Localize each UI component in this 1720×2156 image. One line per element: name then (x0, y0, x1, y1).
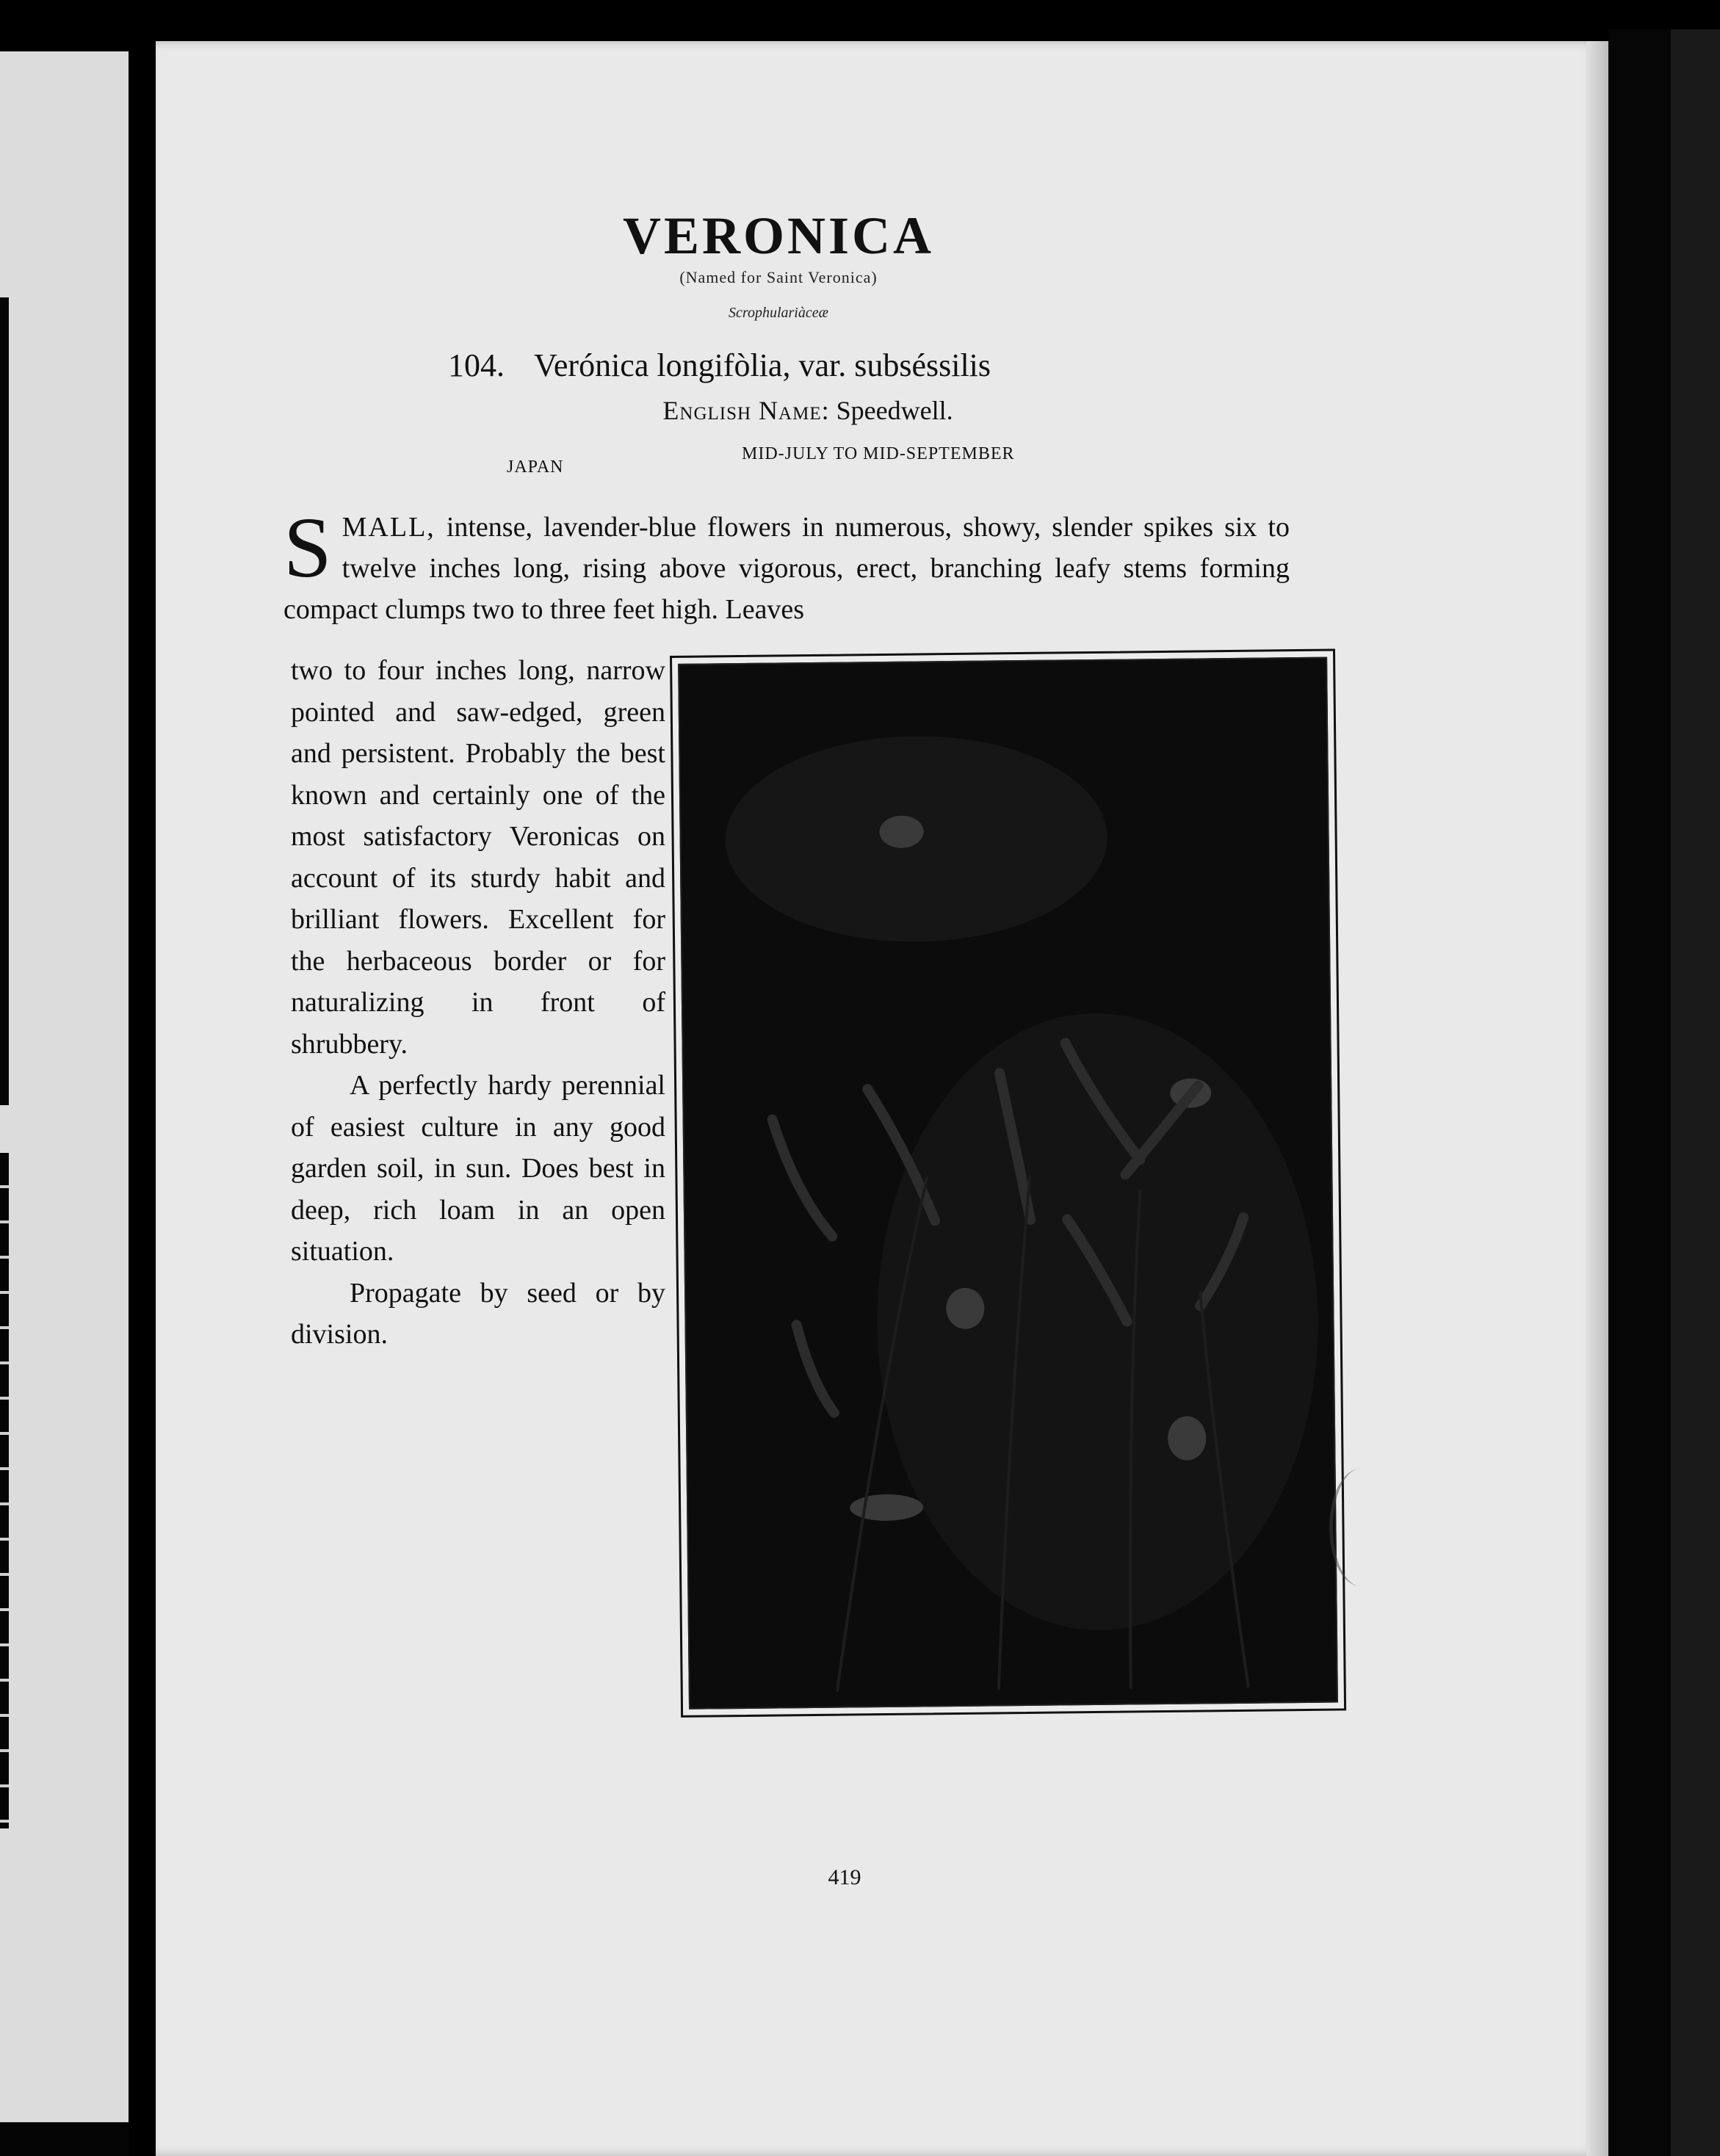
body-column (291, 650, 665, 1356)
drop-cap: S (283, 499, 332, 596)
lead-paragraph (283, 499, 1290, 630)
plant-photograph-frame (670, 649, 1346, 1718)
species-name: Verónica longifòlia, var. subséssilis (534, 347, 991, 383)
english-name: Speedwell. (836, 396, 953, 425)
previous-page-shadow (0, 297, 9, 1105)
plant-family: Scrophulariàceæ (729, 305, 828, 321)
english-name-line (602, 395, 1013, 426)
body-paragraph: Propagate by seed or by division. (291, 1277, 665, 1350)
body-paragraph: two to four inches long, narrow pointed and saw-edged, green and persistent. Probably the best known and certainly one of the most satisfactory Veronicas on account of its sturdy habit and brilliant flowers. Excellent for the herbaceous border or for naturalizing in front of shrubbery. (291, 655, 665, 1060)
page-edge (1586, 41, 1608, 2156)
entry-number: 104. (448, 347, 505, 383)
name-origin: (Named for Saint Veronica) (679, 268, 878, 286)
lead-first-word: MALL, (342, 512, 436, 543)
bloom-season: MID-JULY TO MID-SEPTEMBER (742, 444, 1015, 463)
previous-page-edge (0, 51, 129, 2122)
page-title: VERONICA (622, 206, 935, 265)
library-stamp-mark (1329, 1469, 1392, 1586)
body-paragraph: A perfectly hardy perennial of easiest culture in any good garden soil, in sun. Does best in deep, rich loam in an open situation. (291, 1070, 665, 1267)
scan-right-strip (1671, 29, 1720, 2156)
native-region: JAPAN (507, 457, 564, 477)
page-number: 419 (828, 1865, 861, 1889)
species-heading (448, 347, 1109, 384)
previous-page-table-lines (0, 1153, 9, 1828)
plant-photograph (678, 657, 1338, 1710)
english-name-label: English Name: (662, 396, 830, 425)
lead-text: intense, lavender-blue flowers in numerous, showy, slender spikes six to twelve inches long, rising above vigorous, erect, branching leafy stems forming compact clumps two to three feet high. Leaves (283, 512, 1290, 625)
veronica-plant-illustration (679, 659, 1337, 1708)
book-gutter (129, 51, 158, 2156)
